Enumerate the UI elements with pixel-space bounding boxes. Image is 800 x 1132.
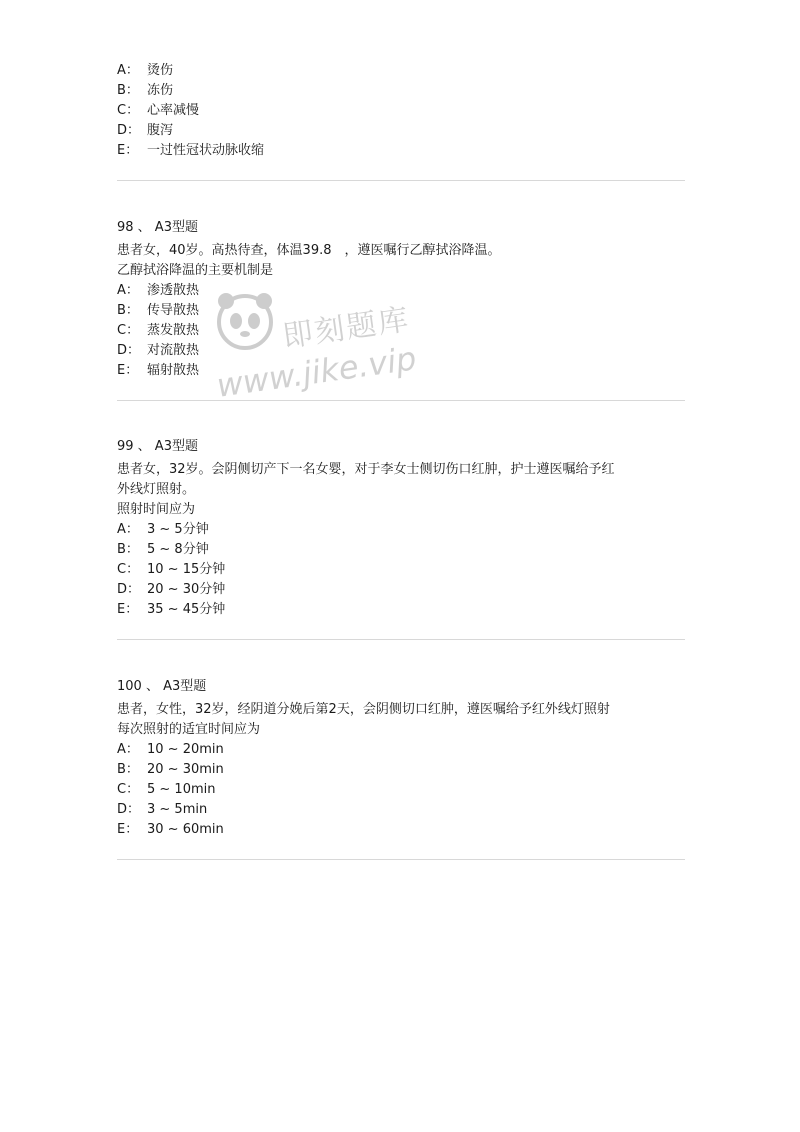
- option-b: B： 冻伤: [117, 83, 174, 98]
- option-c: C： 心率减慢: [117, 103, 200, 118]
- option-e: E： 30 ~ 60min: [117, 822, 224, 837]
- option-d: D： 20 ~ 30分钟: [117, 582, 226, 597]
- question-stem-line: 患者女，40岁。高热待查，体温39.8 ，遵医嘱行乙醇拭浴降温。: [117, 243, 501, 258]
- question-98: [117, 218, 685, 381]
- option-d: D： 腹泻: [117, 123, 174, 138]
- watermark-name: 即刻题库: [280, 302, 413, 355]
- option-c: C： 10 ~ 15分钟: [117, 562, 226, 577]
- option-a: A： 10 ~ 20min: [117, 742, 224, 757]
- option-a: A： 渗透散热: [117, 283, 200, 298]
- prev-question-options: [117, 61, 685, 161]
- question-stem-line: 患者，女性，32岁，经阴道分娩后第2天，会阴侧切口红肿，遵医嘱给予红外线灯照射: [117, 702, 610, 717]
- option-b: B： 20 ~ 30min: [117, 762, 224, 777]
- question-heading: 100 、 A3型题: [117, 679, 207, 694]
- question-100: [117, 677, 685, 840]
- divider: [117, 859, 685, 860]
- question-99: [117, 437, 685, 620]
- question-stem-line: 外线灯照射。: [117, 482, 196, 497]
- option-d: D： 对流散热: [117, 343, 200, 358]
- option-b: B： 5 ~ 8分钟: [117, 542, 209, 557]
- divider: [117, 400, 685, 401]
- watermark-url: www.jike.vip: [214, 339, 419, 405]
- question-stem-line: 患者女，32岁。会阴侧切产下一名女婴，对于李女士侧切伤口红肿，护士遵医嘱给予红: [117, 462, 615, 477]
- option-e: E： 一过性冠状动脉收缩: [117, 143, 265, 158]
- divider: [117, 180, 685, 181]
- option-a: A： 3 ~ 5分钟: [117, 522, 209, 537]
- option-c: C： 5 ~ 10min: [117, 782, 216, 797]
- option-e: E： 辐射散热: [117, 363, 200, 378]
- question-heading: 99 、 A3型题: [117, 439, 198, 454]
- question-heading: 98 、 A3型题: [117, 220, 198, 235]
- option-b: B： 传导散热: [117, 303, 200, 318]
- option-d: D： 3 ~ 5min: [117, 802, 208, 817]
- divider: [117, 639, 685, 640]
- option-e: E： 35 ~ 45分钟: [117, 602, 226, 617]
- question-stem-line: 每次照射的适宜时间应为: [117, 722, 261, 737]
- option-c: C： 蒸发散热: [117, 323, 200, 338]
- question-stem-line: 照射时间应为: [117, 502, 196, 517]
- option-a: A： 烫伤: [117, 63, 174, 78]
- question-stem-line: 乙醇拭浴降温的主要机制是: [117, 263, 274, 278]
